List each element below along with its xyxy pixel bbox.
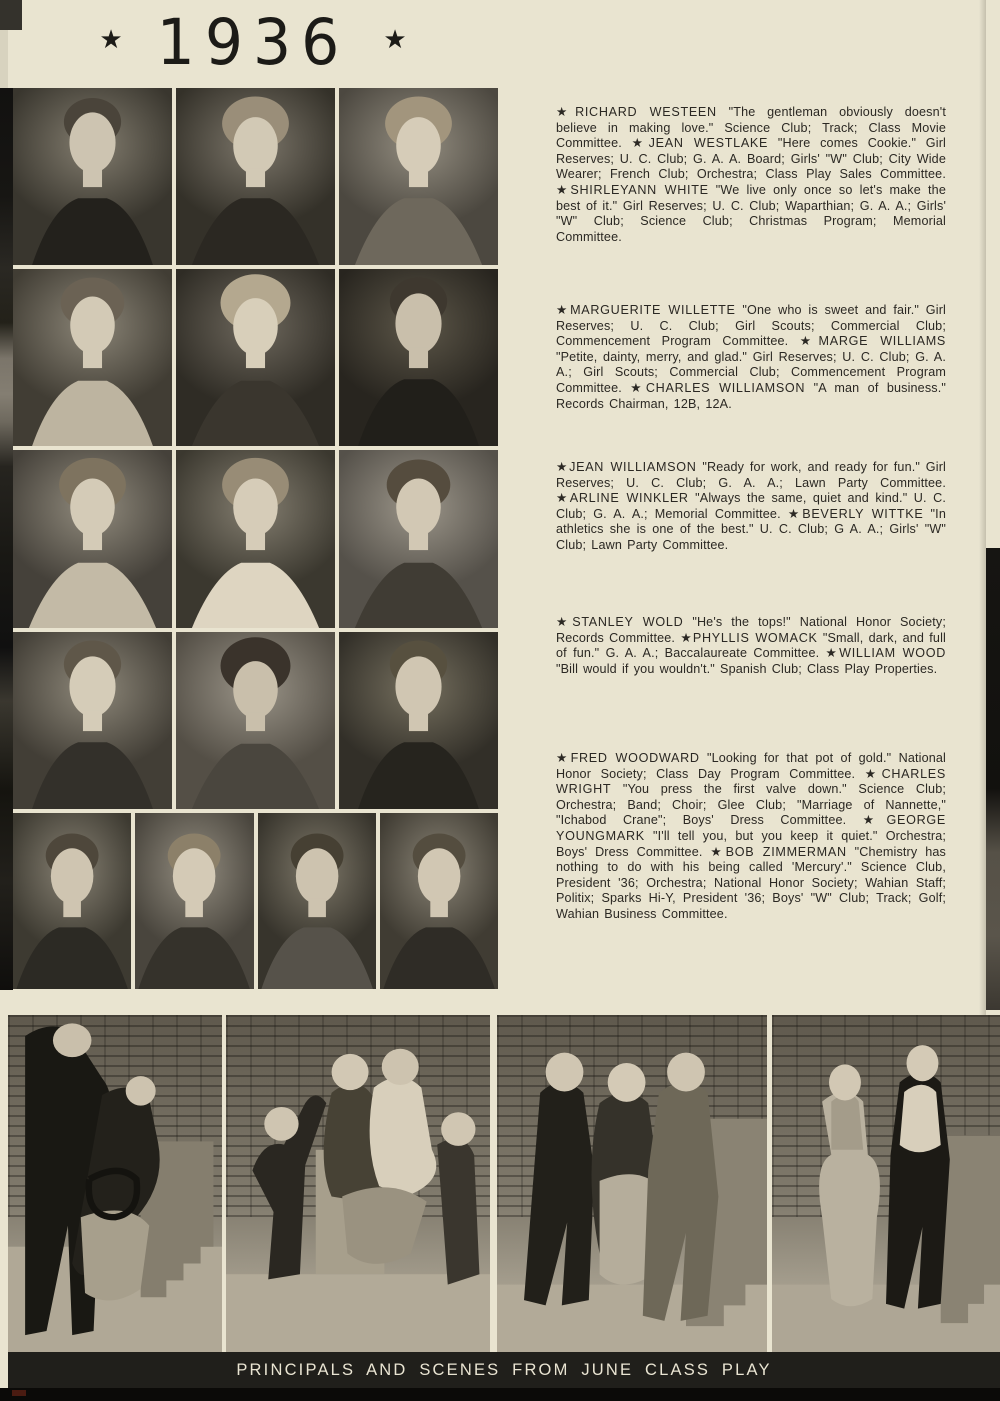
portrait-photo — [13, 813, 131, 989]
star-icon: ★ — [556, 751, 570, 765]
bio-paragraph: ★MARGUERITE WILLETTE "One who is sweet and fair." Girl Reserves; U. C. Club; Girl Scouts; Commercial Club; Commencement Program Committee. ★MARGE WILLIAMS "Petite, dainty, merry, and glad." Girl Reserves; U. C. Club; G. A. A.; Girl Scouts; Commercial Club; Commencement Program Committee. ★CHARLES WILLIAMSON "A man of business." Records Chairman, 12B, 12A. — [556, 303, 946, 411]
star-icon: ★ — [864, 766, 881, 781]
student-name: PHYLLIS WOMACK — [692, 630, 818, 645]
scene-photo — [497, 1015, 767, 1352]
portrait-photo — [176, 88, 335, 265]
scene-photo — [226, 1015, 490, 1352]
scene-photo-strip — [0, 1015, 1000, 1352]
portrait-photo — [13, 450, 172, 628]
portrait-photo — [176, 632, 335, 809]
scan-edge-artifact — [0, 88, 13, 990]
star-icon: ★ — [556, 615, 572, 629]
caption-bar — [8, 1352, 1000, 1388]
student-name: WILLIAM WOOD — [839, 646, 947, 661]
portrait-photo — [258, 813, 376, 989]
portrait-photo — [339, 88, 498, 265]
star-icon: ★ — [710, 844, 725, 859]
bio-paragraph: ★STANLEY WOLD "He's the tops!" National Honor Society; Records Committee. ★PHYLLIS WOMACK "Small, dark, and full of fun." G. A. A.; Baccalaureate Committee. ★WILLIAM WOOD "Bill would if you wouldn't." Spanish Club; Class Play Properties. — [556, 615, 947, 676]
portrait-row — [13, 632, 498, 809]
star-icon: ★ — [630, 380, 645, 395]
star-icon: ★ — [556, 105, 575, 119]
student-name: ARLINE WINKLER — [569, 491, 689, 506]
scan-edge-artifact — [0, 30, 8, 88]
portrait-photo — [176, 450, 335, 628]
star-icon: ★ — [99, 24, 123, 54]
year-title: 1936 — [156, 6, 350, 80]
scene-photo — [772, 1015, 1000, 1352]
scan-edge-artifact — [0, 0, 22, 30]
scan-edge-artifact — [12, 1390, 26, 1396]
student-name: MARGUERITE WILLETTE — [570, 303, 736, 317]
portrait-row — [13, 88, 498, 265]
portrait-photo — [13, 88, 172, 265]
scan-edge-artifact — [986, 548, 1000, 1010]
student-name: JEAN WESTLAKE — [648, 136, 769, 151]
student-name: CHARLES WILLIAMSON — [645, 380, 806, 395]
star-icon: ★ — [556, 303, 570, 317]
star-icon: ★ — [556, 182, 570, 197]
page-title — [88, 4, 418, 82]
student-name: FRED WOODWARD — [570, 751, 700, 765]
bio-paragraph: ★FRED WOODWARD "Looking for that pot of gold." National Honor Society; Class Day Program Committee. ★CHARLES WRIGHT "You press the first valve down." Science Club; Orchestra; Band; Choir; Glee Club; "Marriage of Nannette," "Ichabod Crane"; Boys' Dress Committee. ★GEORGE YOUNGMARK "I'll tell you, but you keep it quiet." Orchestra; Boys' Dress Committee. ★BOB ZIMMERMAN "Chemistry has nothing to do with his being called 'Mercury'." Science Club, President '36; Orchestra; National Honor Society; Wahian Staff; Politix; Sparks Hi-Y, President '36; Boys' "W" Club; Track; Golf; Wahian Business Committee. — [556, 751, 946, 921]
star-icon: ★ — [631, 136, 648, 151]
portrait-grid — [13, 88, 498, 993]
bio-paragraph: ★JEAN WILLIAMSON "Ready for work, and ready for fun." Girl Reserves; U. C. Club; G. A. A.; Lawn Party Committee. ★ARLINE WINKLER "Always the same, quiet and kind." U. C. Club; G. A. A.; Memorial Committee. ★BEVERLY WITTKE "In athletics she is one of the best." U. C. Club; G A. A.; Girls' "W" Club; Lawn Party Committee. — [556, 460, 947, 552]
student-name: GEORGE YOUNGMARK — [556, 813, 946, 843]
portrait-row — [13, 450, 498, 628]
student-name: BOB ZIMMERMAN — [725, 844, 847, 859]
student-name: CHARLES WRIGHT — [556, 766, 946, 797]
portrait-photo — [135, 813, 253, 989]
bio-paragraph: ★RICHARD WESTEEN "The gentleman obviously doesn't believe in making love." Science Club; Track; Class Movie Committee. ★JEAN WESTLAKE "Here comes Cookie." Girl Reserves; U. C. Club; G. A. A. Board; Girls' "W" Club; City Wide Wearer; French Club; Orchestra; Class Play Sales Committee. ★SHIRLEYANN WHITE "We live only once so let's make the best of it." Girl Reserves; U. C. Club; Waparthian; G. A. A.; Girls' "W" Club; Science Club; Christmas Program; Memorial Committee. — [556, 105, 946, 244]
portrait-photo — [339, 269, 498, 446]
star-icon: ★ — [556, 460, 569, 474]
portrait-photo — [339, 450, 498, 628]
star-icon: ★ — [556, 491, 569, 506]
student-name: STANLEY WOLD — [572, 615, 684, 629]
star-icon: ★ — [383, 24, 407, 54]
portrait-photo — [13, 269, 172, 446]
portrait-photo — [339, 632, 498, 809]
student-name: SHIRLEYANN WHITE — [570, 182, 709, 197]
scan-edge-artifact — [0, 1388, 1000, 1401]
student-name: JEAN WILLIAMSON — [569, 460, 697, 474]
student-name: MARGE WILLIAMS — [818, 334, 946, 349]
star-icon: ★ — [787, 506, 802, 521]
portrait-row — [13, 813, 498, 989]
student-name: BEVERLY WITTKE — [802, 506, 924, 521]
portrait-photo — [13, 632, 172, 809]
star-icon: ★ — [680, 630, 692, 645]
portrait-photo — [380, 813, 498, 989]
caption-text: PRINCIPALS AND SCENES FROM JUNE CLASS PLAY — [236, 1360, 772, 1379]
star-icon: ★ — [799, 334, 818, 349]
portrait-row — [13, 269, 498, 446]
star-icon: ★ — [825, 646, 839, 661]
scene-photo — [8, 1015, 222, 1352]
student-name: RICHARD WESTEEN — [575, 105, 717, 119]
portrait-photo — [176, 269, 335, 446]
star-icon: ★ — [862, 813, 886, 828]
